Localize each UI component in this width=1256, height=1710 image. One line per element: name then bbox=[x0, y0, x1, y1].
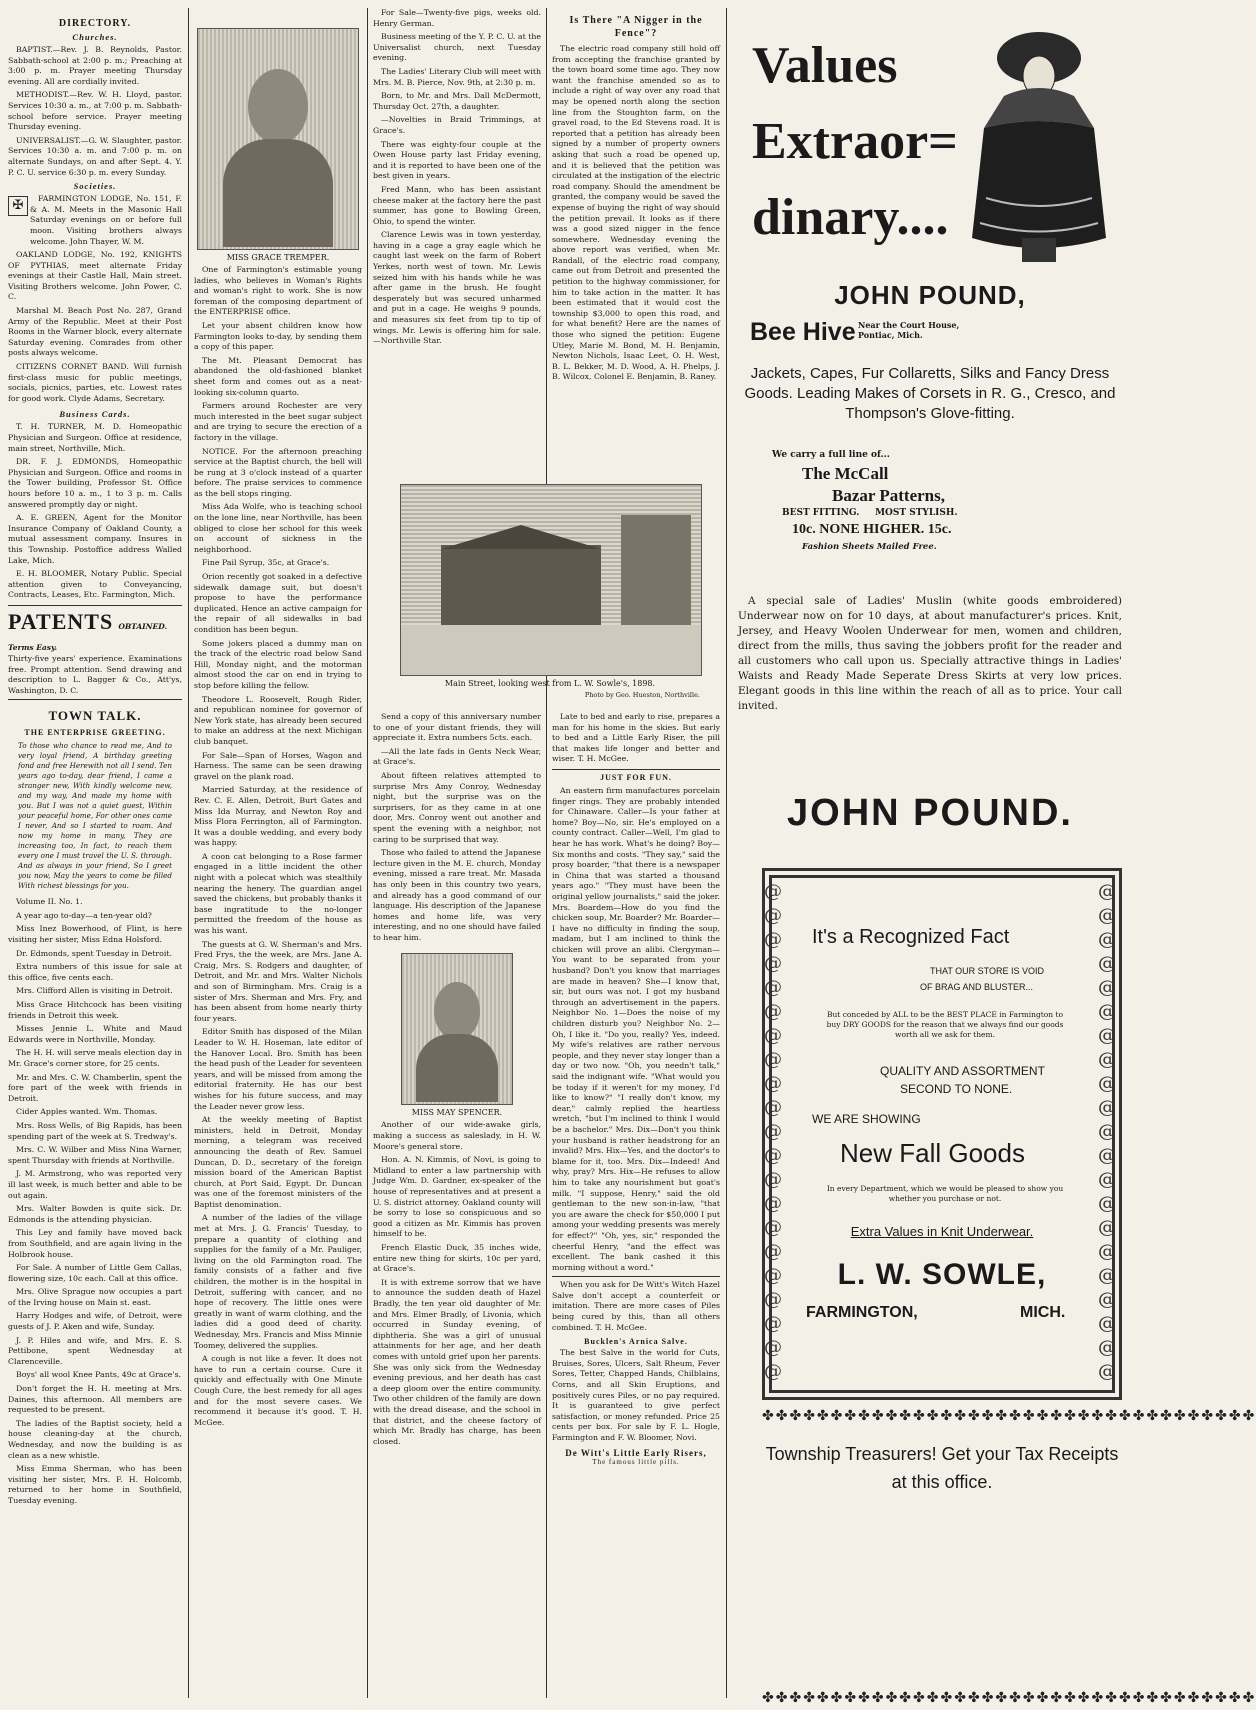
column-item: Born, to Mr. and Mrs. Dall McDermott, Thursday Oct. 27th, a daughter. bbox=[373, 91, 541, 111]
town-talk-item: Don't forget the H. H. meeting at Mrs. Daines, this afternoon. All members are requested to be present. bbox=[8, 1384, 182, 1415]
column-item: A cough is not like a fever. It does not have to run a certain course. Cure it quickly and effectually with One Minute Cough Cure, the best remedy for all ages and for the most severe cases. We recommend it because it's good. T. H. McGee. bbox=[194, 1354, 362, 1427]
may-spencer-portrait bbox=[401, 953, 513, 1105]
town-talk-item: Mrs. Olive Sprague now occupies a part of the Irving house on Main st. east. bbox=[8, 1287, 182, 1307]
column-item: Orion recently got soaked in a defective sidewalk damage suit, but doesn't propose to have the performance duplicated. Hence an active campaign for the repair of all sidewalks in bad condition has been begun. bbox=[194, 572, 362, 634]
column-item: For Sale—Span of Horses, Wagon and Harness. The same can be seen drawing gravel on the plank road. bbox=[194, 750, 362, 781]
bee-hive-label: Bee Hive bbox=[750, 318, 856, 346]
business-card: E. H. BLOOMER, Notary Public. Special attention given to Conveyancing, Contracts, Leases, Etc. Farmington, Mich. bbox=[8, 569, 182, 600]
spiral-border-right-icon: @ @ @ @ @ @ @ @ @ @ @ @ @ @ @ @ @ @ @ @ @ bbox=[1098, 881, 1116, 1382]
column-four-bottom bbox=[552, 712, 720, 1702]
patents-ad bbox=[8, 605, 182, 700]
business-heading: Business Cards. bbox=[59, 409, 131, 420]
bazar-patterns-line: Bazar Patterns, bbox=[832, 486, 945, 505]
photo-roof-shape bbox=[441, 525, 601, 549]
fence-headline: Is There "A Nigger in the Fence"? bbox=[569, 15, 703, 39]
portrait-body-shape bbox=[223, 139, 333, 247]
column-item: About fifteen relatives attempted to surprise Mrs Amy Conroy, Wednesday night, but the surprise was on the surprisers, for as they came in at one door, Mrs. Conroy went out another and spent the evening with a neighbor, not caring to be surprised that way. bbox=[373, 770, 541, 844]
column-item: The Ladies' Literary Club will meet with Mrs. M. B. Pierce, Nov. 9th, at 2:30 p. m. bbox=[373, 66, 541, 87]
town-talk-item: The H. H. will serve meals election day in Mr. Grace's corner store, for 25 cents. bbox=[8, 1048, 182, 1068]
town-talk-item: Harry Hodges and wife, of Detroit, were guests of J. P. Aken and wife, Sunday. bbox=[8, 1311, 182, 1332]
column-rule bbox=[367, 8, 368, 1698]
portrait-head-shape bbox=[248, 69, 308, 144]
column-item: At the weekly meeting of Baptist ministers, held in Detroit, Monday morning, a telegram was received announcing the death of Rev. Samuel Duncan, D. D., secretary of the foreign mission board of the American Baptist church, at Port Said, Egypt. Dr. Duncan was one of the foremost ministers of the Baptist denomination. bbox=[194, 1115, 362, 1209]
fitting-line: BEST FITTING. MOST STYLISH. bbox=[782, 508, 958, 518]
street-photo-credit: Photo by Geo. Hueston, Northville. bbox=[584, 691, 700, 699]
just-for-fun-heading: JUST FOR FUN. bbox=[552, 769, 720, 782]
column-rule bbox=[726, 8, 727, 1698]
ornament-band-bottom-icon: ✤✤✤✤✤✤✤✤✤✤✤✤✤✤✤✤✤✤✤✤✤✤✤✤✤✤✤✤✤✤✤✤✤✤✤✤ bbox=[762, 1690, 1256, 1706]
town-talk-item: Cider Apples wanted. Wm. Thomas. bbox=[16, 1107, 158, 1117]
mccall-line: The McCall bbox=[802, 464, 889, 483]
column-four-top bbox=[552, 8, 720, 478]
patents-text: Thirty-five years' experience. Examinations free. Prompt attention. Send drawing and description to L. Bagger & Co., Att'ys, Washington, D. C. bbox=[8, 653, 182, 695]
churches-heading: Churches. bbox=[72, 32, 118, 42]
town-talk-item: Mr. and Mrs. C. W. Chamberlin, spent the fore part of the week with friends in Detroit. bbox=[8, 1072, 182, 1103]
church-entry: UNIVERSALIST.—G. W. Slaughter, pastor. Services 10:30 a. m. and 7:00 p. m. on alternate Sundays, on and after Sept. 4. Y. P. C. U. service 6:30 p. m. every Sunday. bbox=[8, 135, 182, 177]
town-talk-item: Miss Grace Hitchcock has been visiting friends in Detroit this week. bbox=[8, 1000, 182, 1020]
church-entry: BAPTIST.—Rev. J. B. Reynolds, Pastor. Sabbath-school at 2:00 p. m.; Preaching at 3:00 p. m. Prayer meeting Thursday evening. All are cordially invited. bbox=[8, 45, 182, 86]
sowle-ad bbox=[790, 880, 1094, 1390]
early-bed-item: Late to bed and early to rise, prepares a man for his home in the skies. But early to bed and a Little Early Riser, the pill that makes life longer and better and wiser. T. H. McGee. bbox=[552, 712, 720, 764]
sowle-state: MICH. bbox=[1020, 1304, 1066, 1321]
column-item: Farmers around Rochester are very much interested in the beet sugar subject and are trying to secure the erection of a factory in the village. bbox=[194, 401, 362, 442]
town-talk-item: J. M. Armstrong, who was reported very ill last week, is much better and able to be out again. bbox=[8, 1169, 182, 1200]
portrait-body-shape bbox=[416, 1034, 498, 1102]
second-to-none-line: SECOND TO NONE. bbox=[900, 1082, 1013, 1096]
ad-extraor-text: Extraor= bbox=[752, 113, 958, 170]
just-for-fun-text: An eastern firm manufactures porcelain finger rings. They are probably intended for Chinaware. Caller—Is your father at home? Boy—No, sir. He's employed on a county contract. Caller—Well, I'm glad to hear he has work. What's he doing? Boy—Six months and costs. "They say," said the prosy boarder, "that there is a newspaper in China that was started a thousand years ago." "They must have been the original yellow journalists," said the joker. Mrs. Boardem—How do you find the chicken soup, Mr. Boarder? Mr. Boarder—I have no difficulty in finding the soup, madam, but I am inclined to think the chicken will prove an alibi. Clergyman—You want to be separated from your husband? Don't you know that marriages are made in heaven? She—I know that, sir, but ours was not. I got my husband through an advertisement in the papers. Neighbor No. 1—Does the noise of my children disturb you? Neighbor No. 2—Oh, I like it. "Do you, really? Yes, indeed. My wife's relatives are rather nervous people, and they never stay longer than a day or two now. "Oh, you needn't talk," said the indignant wife. "What would you be today if it weren't for my money, I'd like to know?" "I really don't know, my dear," calmly replied the heartless wretch, "but I'm inclined to think I would be a bachelor." Mrs. Dix—Don't you think your husband is rather headstrong for an invalid? Mrs. Hix—Yes, and the doctor's to blame for it, too. Mrs. Dix—Indeed! And why, pray? Mrs. Hix—He refuses to allow him to take any nourishment but goat's milk. "I suppose, Henry," said the old gentleman to the new son-in-law, "that you are aware the check for $50,000 I put among your wedding presents was merely for effect?" "Oh, yes, sir," responded the cheerful Henry, "and the effect was excellent. The bank cashed it this morning without a word." bbox=[552, 785, 720, 1272]
column-item: The Mt. Pleasant Democrat has abandoned the old-fashioned blanket sheet form and comes out as a neat-looking six-column quarto. bbox=[194, 355, 362, 397]
recognized-fact-heading: It's a Recognized Fact bbox=[812, 926, 1010, 948]
business-list bbox=[8, 422, 182, 601]
church-entry: METHODIST.—Rev. W. H. Lloyd, pastor. Services 10:30 a. m., at 7:00 p. m. Sabbath-school before service. Prayer meeting Thursday evening. bbox=[8, 90, 182, 132]
column-item: There was eighty-four couple at the Owen House party last Friday evening, and it is reported to have been one of the best given in years. bbox=[373, 139, 541, 181]
town-talk-item: Dr. Edmonds, spent Tuesday in Detroit. bbox=[16, 948, 172, 958]
grace-tremper-text: One of Farmington's estimable young ladies, who believes in Woman's Rights and woman's right to work. She is now foreman of the composing department of the ENTERPRISE office. bbox=[194, 265, 362, 317]
street-photo-caption: Main Street, looking west from L. W. Sowle's, 1898. bbox=[444, 679, 656, 688]
grace-tremper-caption: MISS GRACE TREMPER. bbox=[226, 253, 330, 262]
early-risers-title: De Witt's Little Early Risers, bbox=[565, 1447, 707, 1458]
ad-values-text: Values bbox=[752, 37, 898, 94]
spiral-border-left-icon: @ @ @ @ @ @ @ @ @ @ @ @ @ @ @ @ @ @ @ @ @ bbox=[764, 881, 782, 1382]
business-card: T. H. TURNER, M. D. Homeopathic Physician and Surgeon. Office at residence, main street, Northville, Mich. bbox=[8, 422, 182, 453]
treasurers-notice: Township Treasurers! Get your Tax Receipts at this office. bbox=[765, 1444, 1119, 1492]
department-text: In every Department, which we would be pleased to show you whether you purchase or not. bbox=[826, 1184, 1064, 1203]
town-talk-item: This Ley and family have moved back from Southfield, and are again living in the Holbrook house. bbox=[8, 1228, 182, 1259]
volume-line: Volume II. No. 1. bbox=[16, 897, 83, 907]
directory-title: DIRECTORY. bbox=[58, 18, 132, 29]
column-item: Send a copy of this anniversary number to one of your distant friends, they will appreciate it. Extra numbers 5cts. each. bbox=[373, 712, 541, 743]
column-item: Those who failed to attend the Japanese lecture given in the M. E. church, Monday evening, missed a rare treat. Mr. Masada has only been in this country two years, and already has a good command of our language. His description of the Japanese homes and home life, was very interesting, and no one should have failed to hear him. bbox=[373, 848, 541, 942]
column-item: Married Saturday, at the residence of Rev. C. E. Allen, Detroit, Burt Gates and Miss Ida Murray, and Newton Roy and Miss Flora Ferrington, all of Farmington. It was a double wedding, and every body was happy. bbox=[194, 785, 362, 848]
column-item: A coon cat belonging to a Rose farmer engaged in a little incident the other night with a polecat which was stealthily nearing the henery. The guardian angel saved the chickens, but probably thanks it base ingratitude to the no-longer permitted the freedom of the house as was his want. bbox=[194, 851, 362, 936]
may-spencer-text: Another of our wide-awake girls, making a success as saleslady, in H. W. Moore's general store. bbox=[373, 1120, 541, 1151]
town-talk-item: Mrs. C. W. Wilber and Miss Nina Warner, spent Thursday with friends at Northville. bbox=[8, 1145, 182, 1165]
column-item: A number of the ladies of the village met at Mrs. J. G. Francis' Tuesday, to prepare a quantity of clothing and supplies for the family of a Mr. Pauliger, living on the old Farmington road. The family consists of a father and five children, the mother is in the hospital in Detroit, suffering with cancer, and no hope of recovery. The little ones were greatly in want of warm clothing, and the ladies did a good deed of charity. Wednesday, Mrs. Francis and Miss Minnie Toomey, delivered the supplies. bbox=[194, 1213, 362, 1350]
column-item: The guests at G. W. Sherman's and Mrs. Fred Frys, the the week, are Mrs. Jane A. Craig, Mrs. S. Rodgers and daughter, of Detroit, and Mr. and Mrs. Walter Nichols and son of Birmingham. Mrs. Craig is a sister of Mrs. Sherman and Mrs. Fry, and has been absent from home nearly thirty four years. bbox=[194, 939, 362, 1023]
pound-address: Near the Court House, Pontiac, Mich. bbox=[858, 320, 960, 340]
may-spencer-caption: MISS MAY SPENCER. bbox=[411, 1108, 503, 1118]
column-item: Let your absent children know how Farmington looks to-day, by sending them a copy of this paper. bbox=[194, 320, 362, 352]
column-item: Some jokers placed a dummy man on the track of the electric road below Sand Hill, Monday night, and the motorman almost stood the car on end in trying to stop before killing the fellow. bbox=[194, 638, 362, 690]
society-entry: OAKLAND LODGE, No. 192, KNIGHTS OF PYTHIAS, meet alternate Friday evenings at their Castle Hall, Main street. Visiting Brothers welcome. John Power, C. C. bbox=[8, 250, 182, 302]
society-entry: CITIZENS CORNET BAND. Will furnish first-class music for public meetings, socials, picnics, parties, etc. Lowest rates for good work. Clyde Adams, Secretary. bbox=[8, 362, 182, 403]
town-talk-title: TOWN TALK. bbox=[48, 708, 142, 724]
sowle-town: FARMINGTON, bbox=[806, 1304, 918, 1321]
fashion-sheets-line: Fashion Sheets Mailed Free. bbox=[802, 542, 937, 552]
business-card: DR. F. J. EDMONDS, Homeopathic Physician and Surgeon. Office and rooms in the Tower building, Professor St. Office hours before 10 a. m., 1 to 3 p. m. Calls answered promptly day or night. bbox=[8, 457, 182, 509]
arnica-text: The best Salve in the world for Cuts, Bruises, Sores, Ulcers, Salt Rheum, Fever Sores, Tetter, Chapped Hands, Chilblains, Corns, and all Skin Eruptions, and positively cures Piles, or no pay required. It is guaranteed to give perfect satisfaction, or money refunded. Price 25 cents per box. For sale by F. L. Hogle, Farmington and F. W. Bloomer, Novi. bbox=[552, 1348, 720, 1442]
business-card: A. E. GREEN, Agent for the Monitor Insurance Company of Oakland County, a mutual assessment company. Insures in this Township. Postoffice address Walled Lake, Mich. bbox=[8, 513, 182, 565]
town-talk-item: Miss Emma Sherman, who has been visiting her sister, Mrs. F. H. Holcomb, returned to her home in Southfield, Tuesday evening. bbox=[8, 1464, 182, 1505]
society-entry: Marshal M. Beach Post No. 287, Grand Army of the Republic. Meet at their Post Rooms in the Warner block, every alternate Saturday evening. Comrades from other posts always welcome. bbox=[8, 306, 182, 358]
street-photo-block bbox=[400, 484, 700, 699]
pound-footer-name: JOHN POUND. bbox=[787, 792, 1073, 834]
town-talk-item: Mrs. Ross Wells, of Big Rapids, has been spending part of the week at S. Tredway's. bbox=[8, 1120, 182, 1141]
early-risers-sub: The famous little pills. bbox=[592, 1457, 680, 1466]
column-item: French Elastic Duck, 35 inches wide, entire new thing for skirts, 10c per yard, at Grace's. bbox=[373, 1243, 541, 1274]
void-line-2: OF BRAG AND BLUSTER... bbox=[920, 982, 1034, 992]
town-talk-item: A year ago to-day—a ten-year old? bbox=[16, 910, 152, 920]
patents-title: PATENTS bbox=[8, 608, 114, 634]
masonic-emblem-icon: ✠ bbox=[8, 196, 28, 216]
column-two bbox=[194, 8, 362, 1703]
lady-in-cape-illustration bbox=[964, 18, 1114, 266]
pound-goods-lines: Jackets, Capes, Fur Collaretts, Silks and Fancy Dress Goods. Leading Makes of Corsets in R. G., Cresco, and Thompson's Glove-fitting. bbox=[744, 365, 1116, 422]
showing-line: WE ARE SHOWING bbox=[812, 1112, 921, 1126]
grace-tremper-portrait bbox=[197, 28, 359, 250]
town-talk-item: Boys' all wool Knee Pants, 49c at Grace's. bbox=[16, 1370, 182, 1380]
column-item: Theodore L. Roosevelt, Rough Rider, and republican nominee for governor of New York state, has already been secured to make an address at the next Michigan club banquet. bbox=[194, 694, 362, 746]
main-street-photo bbox=[400, 484, 702, 676]
column-rule bbox=[546, 8, 547, 1698]
town-talk-item: For Sale. A number of Little Gem Callas, flowering size, 10c each. Call at this office. bbox=[8, 1263, 182, 1283]
portrait-head-shape bbox=[434, 982, 480, 1040]
carry-line: We carry a full line of... bbox=[772, 450, 890, 460]
town-talk-item: Mrs. Clifford Allen is visiting in Detroit. bbox=[16, 986, 173, 996]
column-item: Clarence Lewis was in town yesterday, having in a cage a gray eagle which he caught last week on the farm of Robert Yerkes, north west of town. Mr. Lewis seized him with his hands while he was after game in the brush. He fought desperately but was secured unharmed and put in a cage. He weighs 9 pounds, and measures six feet from tip to tip of wings. Mr. Lewis is offering him for sale.—Northville Star. bbox=[373, 230, 541, 346]
column-three-bottom bbox=[373, 712, 541, 1702]
column-item: Miss Ada Wolfe, who is teaching school on the lone line, near Northville, has been obliged to close her school for this week on account of sickness in the neighborhood. bbox=[194, 502, 362, 554]
photo-street-shape bbox=[401, 625, 701, 675]
column-item: For Sale—Twenty-five pigs, weeks old. Henry German. bbox=[373, 8, 541, 28]
ornament-band-icon: ✤✤✤✤✤✤✤✤✤✤✤✤✤✤✤✤✤✤✤✤✤✤✤✤✤✤✤✤✤✤✤✤✤✤✤✤ bbox=[762, 1408, 1256, 1424]
poem-title: THE ENTERPRISE GREETING. bbox=[24, 728, 166, 738]
photo-building-shape bbox=[441, 545, 601, 625]
dewitt-salve-ad: When you ask for De Witt's Witch Hazel Salve don't accept a counterfeit or imitation. There are more cases of Piles being cured by this, than all others combined. T. H. McGee. bbox=[552, 1280, 720, 1332]
town-talk-item: J. P. Hiles and wife, and Mrs. E. S. Pettibone, spent Wednesday at Clarenceville. bbox=[8, 1335, 182, 1366]
pattern-price-line: 10c. NONE HIGHER. 15c. bbox=[792, 522, 952, 537]
column-item: —Novelties in Braid Trimmings, at Grace's. bbox=[373, 115, 541, 135]
column-rule bbox=[188, 8, 189, 1698]
directory-column bbox=[8, 8, 182, 1703]
ad-dinary-text: dinary.... bbox=[752, 189, 949, 246]
arnica-heading: Bucklen's Arnica Salve. bbox=[584, 1337, 688, 1347]
john-pound-ad bbox=[732, 8, 1128, 848]
societies-heading: Societies. bbox=[73, 181, 117, 192]
town-talk-item: Misses Jennie L. White and Maud Edwards were in Northville, Monday. bbox=[8, 1024, 182, 1044]
column-three-top bbox=[373, 8, 541, 478]
societies-list bbox=[8, 194, 182, 404]
column-item: Hon. A. N. Kimmis, of Novi, is going to Midland to enter a law partnership with Judge Wm. D. Gardner, ex-speaker of the house of representatives and at present a U. S. district attorney. Oakland county will be sorry to lose so conspicuous and so good a citizen as Mr. Kimmis has proven himself to be. bbox=[373, 1155, 541, 1239]
column-item: It is with extreme sorrow that we have to announce the sudden death of Hazel Bradly, the ten year old daughter of Mr. and Mrs. Elmer Bradly, of Livonia, which occurred in Sunday evening, of diphtheria. She was a girl of unusual attainments for her age, and her death comes with untold grief upon her parents. She was only sick from the Wednesday evening previous, and her death has cast a deep gloom over the entire community. Two other children of the family are down with the dread disease, and the school in that district, and the cheese factory of which Mr. Bradly has charge, has been closed. bbox=[373, 1277, 541, 1446]
town-talk-item: Miss Inez Bowerhood, of Flint, is here visiting her sister, Miss Edna Holsford. bbox=[8, 924, 182, 945]
society-entry: FARMINGTON LODGE, No. 151, F. & A. M. Meets in the Masonic Hall Saturday evenings on or before full moon. Visiting brothers always welcome. John Thayer, W. M. bbox=[30, 194, 182, 246]
column-item: Editor Smith has disposed of the Milan Leader to W. H. Hoseman, late editor of the Hanover Local. Bro. Smith has been the head push of the Leader for seventeen years, and will be missed from among the editorial fraternity. He has our best wishes for his future success, and may the Leader never grow less. bbox=[194, 1027, 362, 1111]
poem-text: To those who chance to read me, And to very loyal friend, A birthday greeting fond and free Herewith not all I send. Ten years ago to-day, dear friend, I came a stranger new, With kindly welcome new, and my way, And made my home with you. But I was not a quiet guest, Within your peaceful home, For other ones came I never, And so I started to roam. And now my home in many, They are increasing too, In fact, to reach them every one I must travel the U. S. through. And as always in your friend, So I greet you now, May the years to come be filled With richest blessings for you. bbox=[18, 741, 172, 891]
new-fall-goods-line: New Fall Goods bbox=[840, 1138, 1025, 1168]
column-item: Business meeting of the Y. P. C. U. at the Universalist church, next Tuesday evening. bbox=[373, 32, 541, 63]
column-item: Fine Pail Syrup, 35c, at Grace's. bbox=[202, 558, 330, 568]
quality-line: QUALITY AND ASSORTMENT bbox=[880, 1064, 1045, 1078]
pound-sale-text: A special sale of Ladies' Muslin (white goods embroidered) Underwear now on for 10 days, at about manufacturer's prices. Knit, Jersey, and Heavy Woolen Underwear for men, women and children, direct from the mills, thus saving the jobbers profit for the reader and all customers who call upon us. Specially attractive things in Ladies' Waists and Ready Made Seperate Dress Skirts at very low prices. Elegant goods in this line within the reach of all as to price. Your call invited. bbox=[738, 595, 1122, 712]
churches-list bbox=[8, 45, 182, 178]
town-talk-item: Extra numbers of this issue for sale at this office, five cents each. bbox=[8, 962, 182, 982]
column-item: Fred Mann, who has been assistant cheese maker at the factory here the past summer, has gone to Bowling Green, Ohio, to spend the winter. bbox=[373, 184, 541, 226]
column-item: —All the late fads in Gents Neck Wear, at Grace's. bbox=[373, 746, 541, 767]
void-line-1: THAT OUR STORE IS VOID bbox=[930, 966, 1045, 976]
sowle-name: L. W. SOWLE, bbox=[837, 1258, 1047, 1291]
pound-name: JOHN POUND, bbox=[834, 280, 1026, 310]
photo-tree-shape bbox=[621, 515, 691, 625]
column-item: NOTICE. For the afternoon preaching service at the Baptist church, the bell will be rung at 3 o'clock instead of a quarter before. The praise services to commence as the bell stops ringing. bbox=[194, 446, 362, 498]
knit-underwear-line: Extra Values in Knit Underwear. bbox=[850, 1224, 1034, 1239]
town-talk-item: The ladies of the Baptist society, held a house cleaning-day at the church, Wednesday, and now the building is as clean as a new whistle. bbox=[8, 1418, 182, 1460]
patents-subtitle: OBTAINED. Terms Easy. bbox=[8, 621, 168, 652]
town-talk-item: Mrs. Walter Bowden is quite sick. Dr. Edmonds is the attending physician. bbox=[8, 1204, 182, 1224]
fence-article: The electric road company still hold off from accepting the franchise granted by the town board some time ago. They now want the franchise amended so as to include a right of way over any road that may be opened north along the section line from the Stoughton farm, on the gravel road, to the Ed Stevens road. It is reported that a petition has already been signed by a number of property owners asking that such a road be opened up, and it is believed that the petition was circulated at the instigation of the electric road company. Should the amendment be granted, the company would be saved the expense of buying the right of way should the petition prevail. It looks as if there was a good sized nigger in the fence somewhere. Wednesday evening the above report was verified, when Mr. Randall, of the electric road company, came out from Detroit and presented the petition to the highway commissioner, for him to take action in the matter. It has been estimated that it would cost the township $3,000 to open this road, and for what benefit? Here are the names of those who signed the petition: Eugene Utley, Marie M. Bond, M. H. Benjamin, Newton Nichols, Isaac Leet, O. H. West, B. L. Bekker, M. D. Wood, A. H. Phelps, J. B. Wilcox, Colonel E. Benjamin, B. Raney. bbox=[552, 44, 720, 382]
conceded-text: But conceded by ALL to be the BEST PLACE in Farmington to buy DRY GOODS for the reason that we always find our goods worth all we ask for them. bbox=[826, 1010, 1064, 1039]
